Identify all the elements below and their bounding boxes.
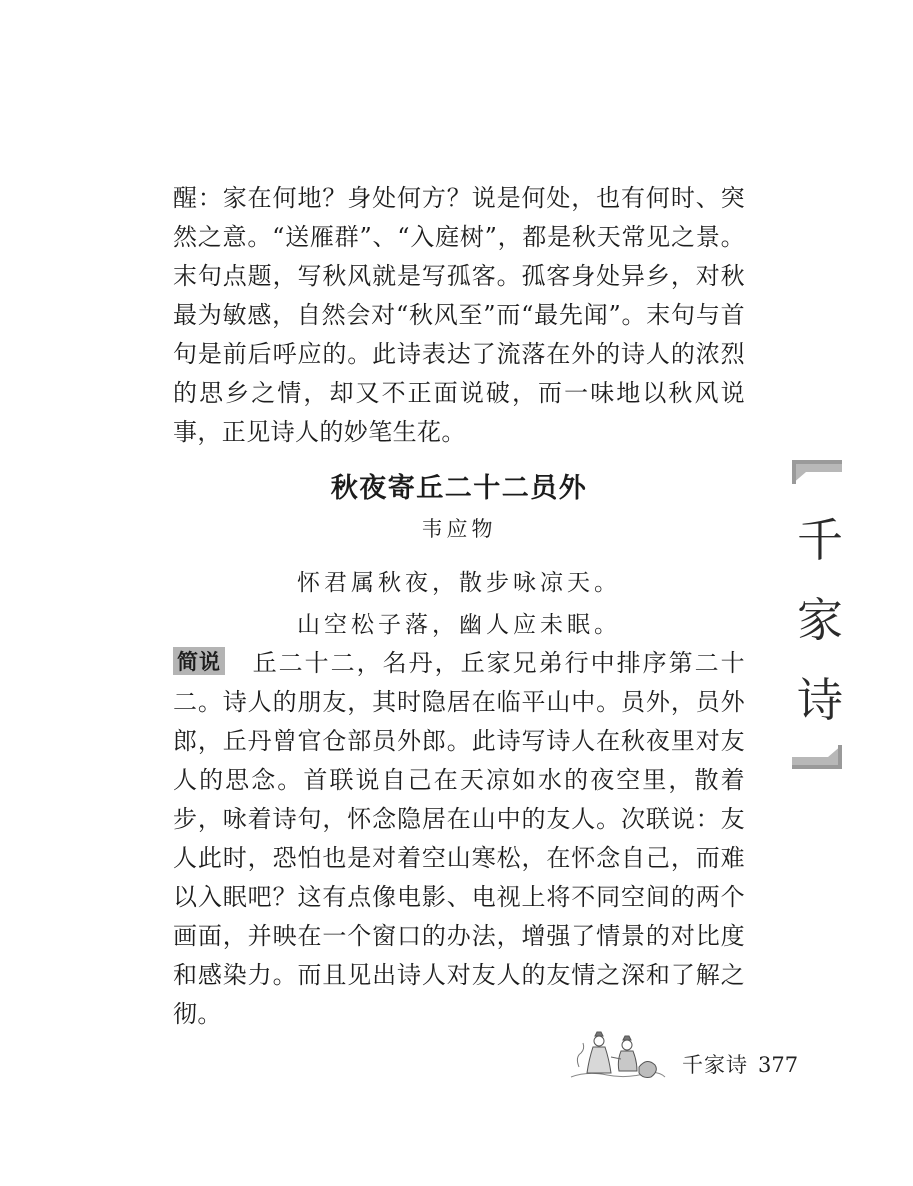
scholars-illustration-icon: [567, 1027, 667, 1085]
footer-book-title: 千家诗: [682, 1053, 748, 1077]
bracket-bottom-icon: [792, 745, 842, 769]
side-tab-char: 诗: [797, 673, 843, 727]
poem-line: 怀君属秋夜，散步咏凉天。: [297, 570, 621, 596]
commentary-label: 简说: [173, 647, 225, 675]
chapter-side-tab: [792, 460, 842, 770]
poem-line: 山空松子落，幽人应未眠。: [297, 612, 621, 638]
page-number: 377: [758, 1053, 799, 1077]
poem-title: 秋夜寄丘二十二员外: [330, 473, 588, 504]
side-tab-char: 千: [797, 513, 843, 567]
running-footer: [682, 1049, 798, 1079]
bracket-top-icon: [792, 460, 842, 484]
commentary-text: 丘二十二，名丹，丘家兄弟行中排序第二十二。诗人的朋友，其时隐居在临平山中。员外，员外郎，丘丹曾官仓部员外郎。此诗写诗人在秋夜里对友人的思念。首联说自己在天凉如水的夜空里，散着步，咏着诗句，怀念隐居在山中的友人。次联说：友人此时，恐怕也是对着空山寒松，在怀念自己，而难以入眠吧？这有点像电影、电视上将不同空间的两个画面，并映在一个窗口的办法，增强了情景的对比度和感染力。而且见出诗人对友人的友情之深和了解之彻。: [173, 649, 745, 1028]
side-tab-char: 家: [797, 593, 843, 647]
poem-author: 韦应物: [421, 517, 497, 541]
continuation-paragraph: 醒：家在何地？身处何方？说是何处，也有何时、突然之意。“送雁群”、“入庭树”，都是秋天常见之景。末句点题，写秋风就是写孤客。孤客身处异乡，对秋最为敏感，自然会对“秋风至”而“最先闻”。末句与首句是前后呼应的。此诗表达了流落在外的诗人的浓烈的思乡之情，却又不正面说破，而一味地以秋风说事，正见诗人的妙笔生花。: [173, 184, 745, 446]
commentary-paragraph: [173, 644, 745, 1034]
